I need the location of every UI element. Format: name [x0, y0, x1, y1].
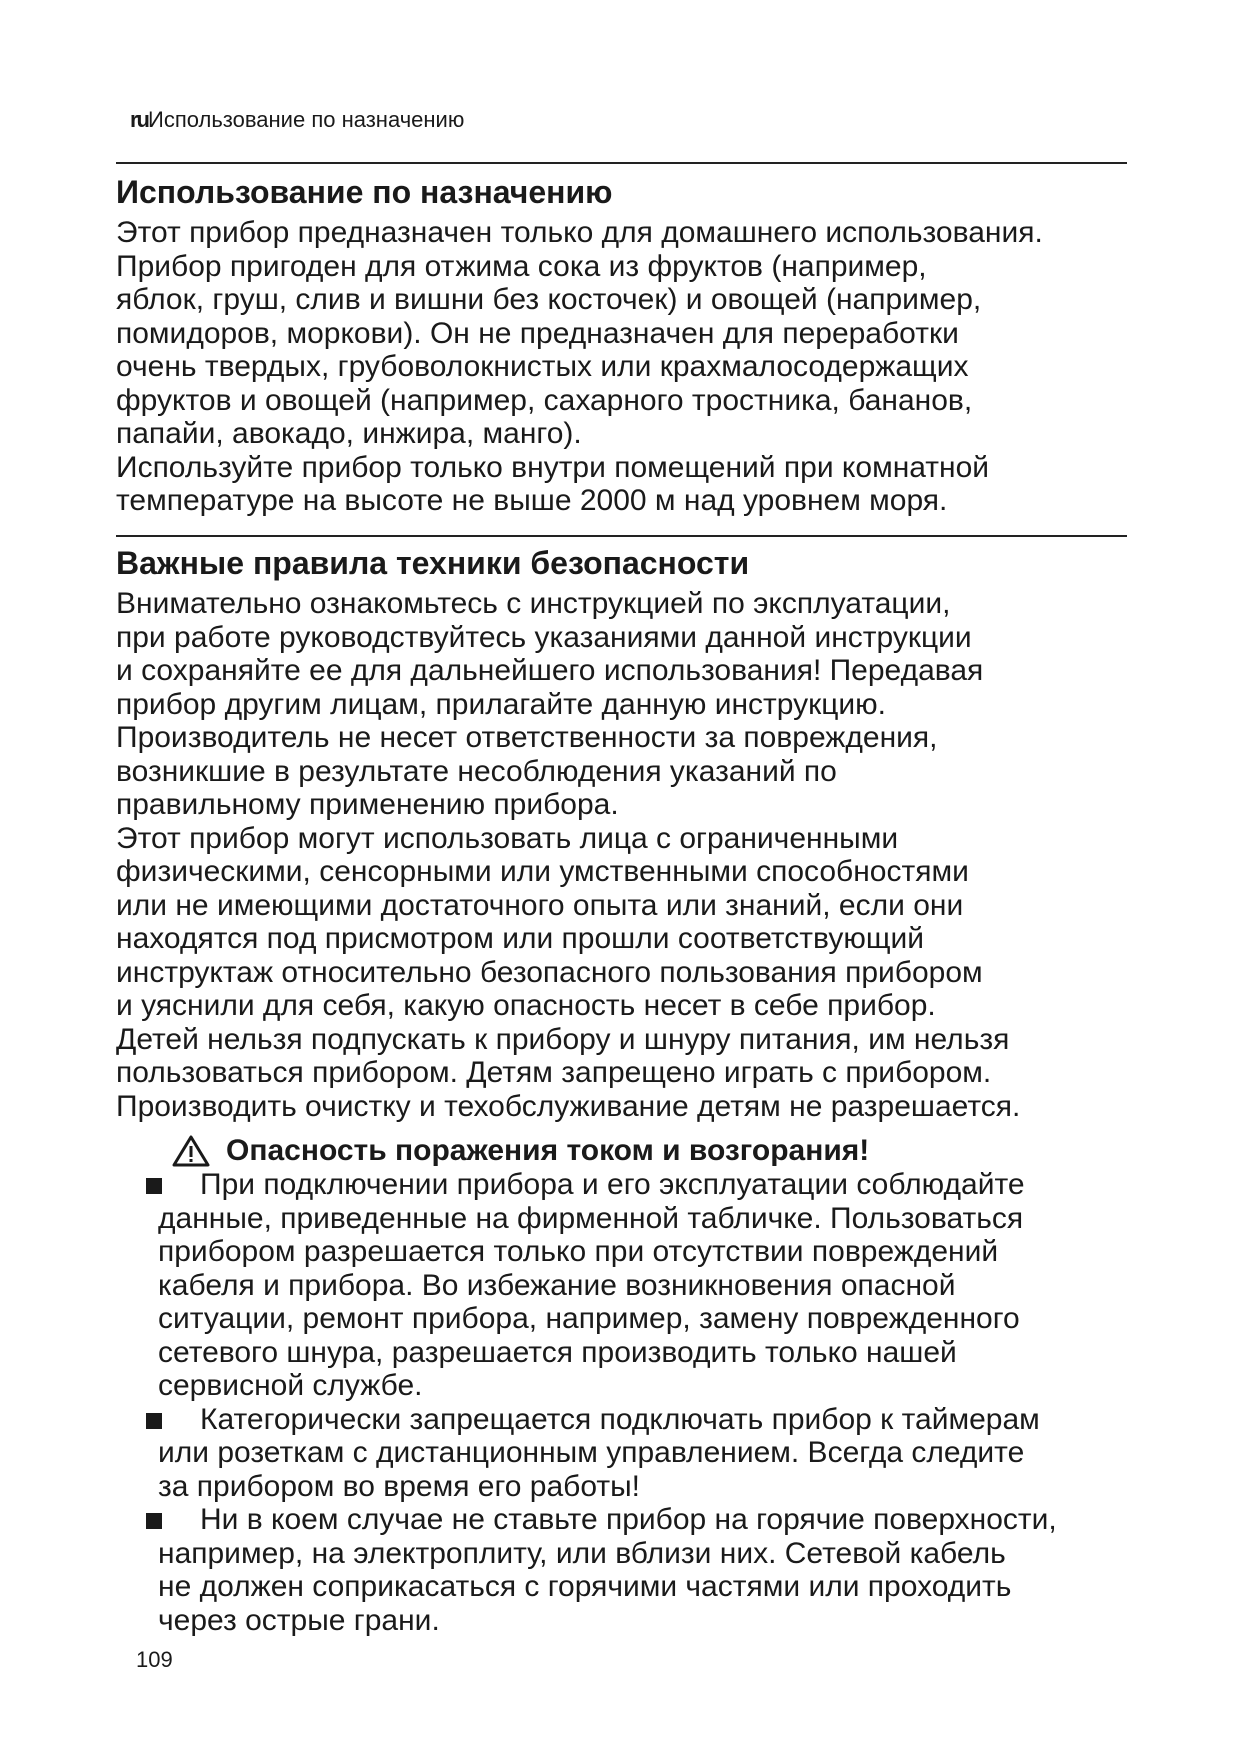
list-item	[146, 1503, 1146, 1637]
warning-title: Опасность поражения током и возгорания!	[226, 1134, 870, 1167]
list-item-line: ситуации, ремонт прибора, например, замену поврежденного	[158, 1302, 1020, 1335]
bullet-square-icon	[146, 1513, 162, 1529]
paragraph-line: очень твердых, грубоволокнистых или крахмалосодержащих	[116, 350, 969, 383]
paragraph-line: пользоваться прибором. Детям запрещено играть с прибором.	[116, 1056, 992, 1089]
paragraph-line: Прибор пригоден для отжима сока из фруктов (например,	[116, 249, 927, 283]
paragraph-line: яблок, груш, слив и вишни без косточек) и овощей (например,	[116, 283, 982, 316]
paragraph-line: и уяснили для себя, какую опасность несет в себе прибор.	[116, 989, 936, 1022]
list-item-line: не должен соприкасаться с горячими частями или проходить	[158, 1570, 1012, 1603]
paragraph-line: физическими, сенсорными или умственными способностями	[116, 855, 969, 888]
running-header-title: Использование по назначению	[148, 107, 465, 132]
list-item	[146, 1403, 1146, 1504]
section-body	[116, 587, 1136, 1123]
warning-heading	[172, 1134, 869, 1168]
safety-bullet-list	[146, 1168, 1146, 1637]
page-number: 109	[136, 1647, 173, 1672]
bullet-square-icon	[146, 1178, 162, 1194]
list-item-line: или розеткам с дистанционным управлением. Всегда следите	[158, 1436, 1025, 1469]
section-divider	[116, 162, 1127, 164]
running-header	[130, 106, 464, 134]
list-item-line: прибором разрешается только при отсутствии повреждений	[158, 1235, 999, 1268]
paragraph-line: Используйте прибор только внутри помещений при комнатной	[116, 450, 990, 484]
paragraph-line: возникшие в результате несоблюдения указаний по	[116, 754, 837, 788]
section-safety-rules	[116, 543, 1136, 1123]
paragraph-line: прибор другим лицам, прилагайте данную инструкцию.	[116, 687, 887, 721]
paragraph-line: или не имеющими достаточного опыта или знаний, если они	[116, 888, 964, 922]
paragraph-line: Этот прибор предназначен только для домашнего использования.	[116, 216, 1043, 249]
paragraph-line: Производить очистку и техобслуживание детям не разрешается.	[116, 1089, 1021, 1123]
section-heading: Использование по назначению	[116, 174, 613, 210]
paragraph-line: находятся под присмотром или прошли соответствующий	[116, 922, 925, 955]
list-item-line: например, на электроплиту, или вблизи них. Сетевой кабель	[158, 1536, 1006, 1570]
list-item-line: Категорически запрещается подключать прибор к таймерам	[200, 1402, 1040, 1436]
warning-triangle-icon	[172, 1135, 210, 1167]
language-code: ru	[130, 107, 148, 132]
list-item-line: Ни в коем случае не ставьте прибор на горячие поверхности,	[200, 1503, 1057, 1536]
section-body	[116, 216, 1136, 518]
section-divider	[116, 535, 1127, 537]
list-item-line: сетевого шнура, разрешается производить только нашей	[158, 1335, 957, 1369]
list-item-line: через острые грани.	[158, 1603, 440, 1637]
paragraph-line: Внимательно ознакомьтесь с инструкцией по эксплуатации,	[116, 587, 951, 620]
bullet-square-icon	[146, 1413, 162, 1429]
section-heading: Важные правила техники безопасности	[116, 545, 750, 581]
list-item-line: При подключении прибора и его эксплуатации соблюдайте	[200, 1168, 1025, 1201]
paragraph-line: и сохраняйте ее для дальнейшего использования! Передавая	[116, 654, 984, 687]
paragraph-line: фруктов и овощей (например, сахарного тростника, бананов,	[116, 383, 973, 417]
list-item-line: кабеля и прибора. Во избежание возникновения опасной	[158, 1268, 956, 1302]
paragraph-line: при работе руководствуйтесь указаниями данной инструкции	[116, 620, 972, 654]
paragraph-line: инструктаж относительно безопасного пользования прибором	[116, 955, 983, 989]
paragraph-line: правильному применению прибора.	[116, 788, 619, 821]
paragraph-line: Детей нельзя подпускать к прибору и шнуру питания, им нельзя	[116, 1022, 1010, 1056]
list-item-line: сервисной службе.	[158, 1369, 423, 1402]
paragraph-line: Производитель не несет ответственности за повреждения,	[116, 721, 938, 754]
section-intended-use	[116, 172, 1136, 518]
paragraph-line: папайи, авокадо, инжира, манго).	[116, 417, 582, 450]
list-item-line: за прибором во время его работы!	[158, 1469, 640, 1503]
paragraph-line: помидоров, моркови). Он не предназначен для переработки	[116, 316, 959, 350]
paragraph-line: Этот прибор могут использовать лица с ограниченными	[116, 821, 899, 855]
list-item-line: данные, приведенные на фирменной табличке. Пользоваться	[158, 1201, 1024, 1235]
list-item	[146, 1168, 1146, 1403]
paragraph-line: температуре на высоте не выше 2000 м над уровнем моря.	[116, 484, 948, 517]
